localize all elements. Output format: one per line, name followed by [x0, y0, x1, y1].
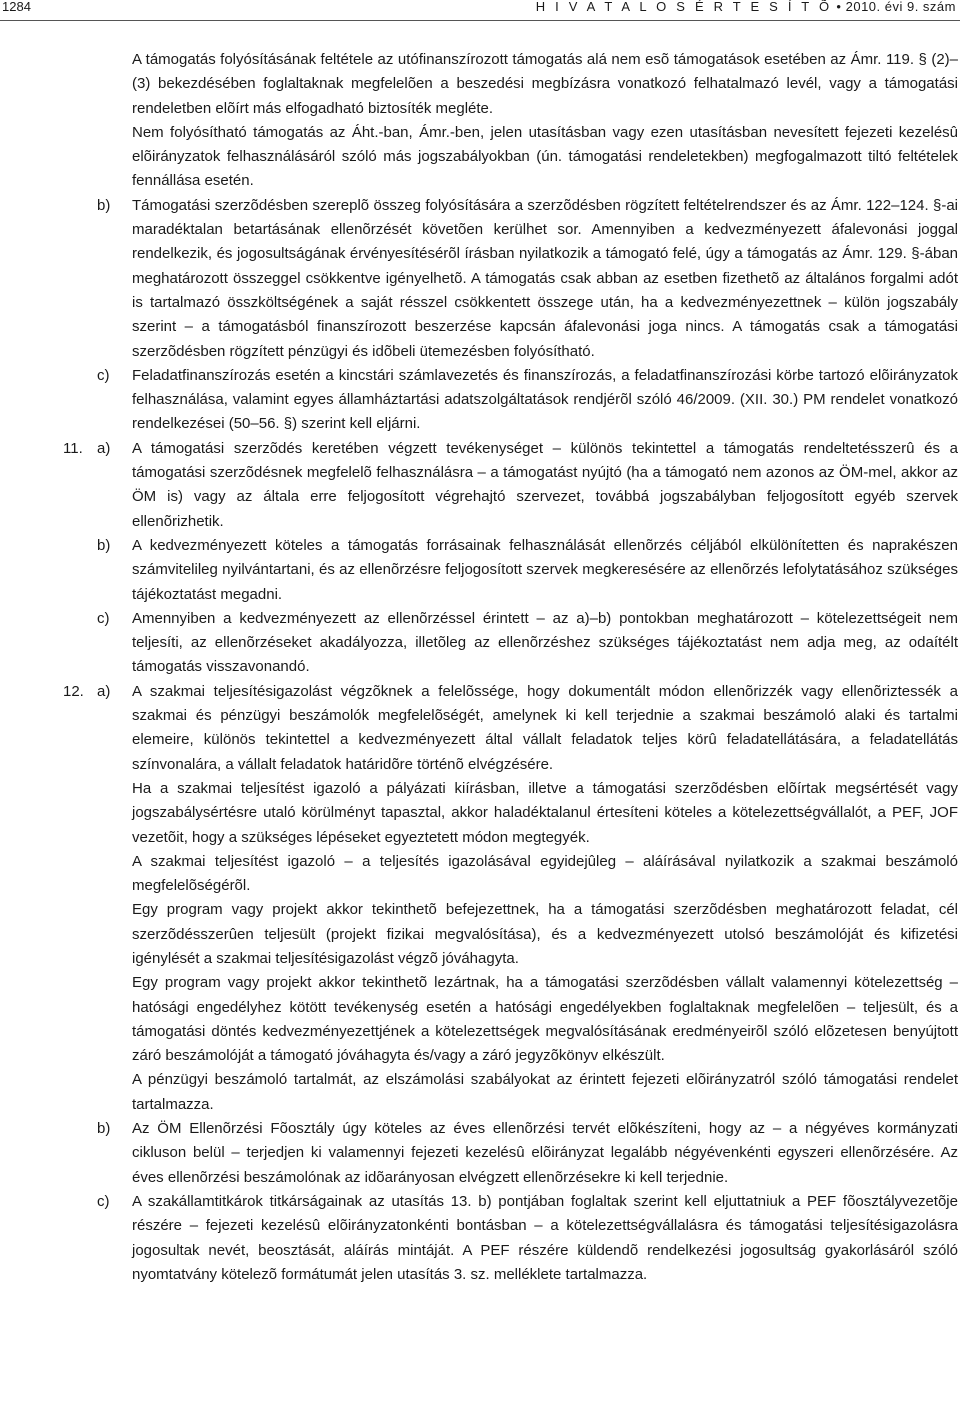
- paragraph: [0, 1117, 958, 1190]
- paragraph: [0, 850, 958, 899]
- paragraph-marker: [0, 607, 132, 680]
- paragraph: [0, 364, 958, 437]
- paragraph-text: Amennyiben a kedvezményezett az ellenõrzéssel érintett – az a)–b) pontokban meghatározott – kötelezettségeit nem teljesíti, az ellenõrzéseket akadályozza, illetõleg az ellenõrzéshez szükséges tájékoztatást nem adja meg, az odaítélt támogatás visszavonandó.: [132, 609, 958, 676]
- paragraph-text: A pénzügyi beszámoló tartalmát, az elszámolási szabályokat az érintett fejezeti elõirányzatról szóló támogatási rendelet tartalmazza.: [132, 1071, 958, 1113]
- paragraph-marker: [0, 1190, 132, 1287]
- paragraph-text: A szakmai teljesítésigazolást végzõknek a felelõssége, hogy dokumentált módon ellenõrizzék vagy ellenõriztessék a szakmai és pénzügyi beszámolók megfelelõségét, amelynek ki kell terjednie a szakmai beszámoló alaki és tartalmi elemeire, különös tekintettel a kedvezményezett által vállalt feladatok teljes körû feladatellátására, a feladatellátás színvonalára, a vállalt feladatok határidõre történõ elvégzésére.: [132, 682, 958, 773]
- paragraph-text: A szakállamtitkárok titkárságainak az utasítás 13. b) pontjában foglaltak szerint kell eljuttatniuk a PEF fõosztályvezetõje részére – fejezeti kezelésû elõirányzatonkénti bontásban – a kötelezettségvállalásra és támogatási teljesítésigazolásra jogosultak nevét, beosztását, aláírás mintáját. A PEF részére küldendõ rendelkezési jogosultság gyakorlásáról szóló nyomtatvány kötelezõ formátumát jelen utasítás 3. sz. melléklete tartalmazza.: [132, 1192, 958, 1283]
- running-header: [0, 0, 960, 22]
- bullet-separator: •: [836, 0, 842, 14]
- paragraph: [0, 1068, 958, 1117]
- point-letter: c): [97, 366, 110, 384]
- running-head: [536, 0, 956, 14]
- paragraph-text: Egy program vagy projekt akkor tekinthetõ lezártnak, ha a támogatási szerzõdésben vállalt valamennyi kötelezettség – hatósági engedélyhez kötött tevékenység esetén a hatósági engedélyekben foglaltaknak megfelelõen – teljesült, és a támogatási döntés kedvezményezettjének a kötelezettségek megvalósításának eredményeirõl szóló elõzetesen benyújtott záró beszámolóját a támogató jóváhagyta és/vagy a záró jegyzõkönyv elkészült.: [132, 974, 958, 1065]
- paragraph-marker: [0, 680, 132, 777]
- paragraph: [0, 777, 958, 850]
- point-letter: c): [97, 1192, 110, 1210]
- paragraph: [0, 607, 958, 680]
- paragraph-marker: [0, 364, 132, 437]
- section-number: 12.: [63, 682, 84, 700]
- paragraph-text: A szakmai teljesítést igazoló – a teljesítés igazolásával egyidejûleg – aláírásával nyilatkozik a szakmai beszámoló megfelelõségérõl.: [132, 852, 958, 895]
- paragraph-marker: [0, 777, 132, 850]
- paragraph-text: Támogatási szerzõdésben szereplõ összeg folyósítására a szerzõdésben rögzített feltételrendszer és az Ámr. 122–124. §-ai maradéktalan betartásának ellenõrzését követõen kerülhet sor. Amennyiben a kedvezményezett áfalevonási joggal rendelkezik, és jogosultságának érvényesítésérõl írásban nyilatkozik a támogató felé, úgy a támogatás az Ámr. 129. §-ában meghatározott összeggel csökkentve igényelhetõ. A támogatás csak abban az esetben fizethetõ az általános forgalmi adót is tartalmazó összköltségének a saját résszel csökkentett összege után, ha a kedvezményezettnek – külön jogszabály szerint – a támogatásból finanszírozott beszerzése kapcsán áfalevonási joga nincs. A támogatás csak a támogatási szerzõdésben rögzített pénzügyi és idõbeli ütemezésben folyósítható.: [132, 196, 958, 360]
- paragraph-marker: [0, 1117, 132, 1190]
- paragraph-marker: [0, 437, 132, 534]
- journal-title: H I V A T A L O S É R T E S Í T Õ: [535, 0, 833, 14]
- point-letter: a): [97, 682, 111, 700]
- page-number: 1284: [2, 0, 31, 14]
- paragraph: [0, 680, 958, 777]
- paragraph: [0, 194, 958, 364]
- paragraph: [0, 1190, 958, 1287]
- paragraph-text: A támogatás folyósításának feltétele az utófinanszírozott támogatás alá nem esõ támogatások esetében az Ámr. 119. § (2)–(3) bekezdésében foglaltaknak megfelelõen a beszedési megbízásra vonatkozó felhatalmazó levél, vagy a támogatási rendeletben elõírt más elfogadható biztosíték megléte.: [132, 51, 958, 117]
- paragraph-marker: [0, 971, 132, 1068]
- paragraph-text: Nem folyósítható támogatás az Áht.-ban, Ámr.-ben, jelen utasításban vagy ezen utasításban nevesített fejezeti kezelésû elõirányzatok felhasználásáról szóló más jogszabályokban (ún. támogatási rendeletekben) megfogalmazott tiltó feltételek fennállása esetén.: [132, 123, 958, 190]
- paragraph-text: Ha a szakmai teljesítést igazoló a pályázati kiírásban, illetve a támogatási szerzõdésben elõírtak megsértését vagy jogszabálysértésre utaló körülményt tapasztal, akkor haladéktalanul értesíteni köteles a kötelezettségvállalót, a PEF, JOF vezetõit, hogy a szükséges lépéseket egyeztetett módon megtegyék.: [132, 779, 958, 846]
- point-letter: b): [97, 1120, 111, 1138]
- paragraph-text: A támogatási szerzõdés keretében végzett tevékenységet – különös tekintettel a támogatás rendeltetésszerû és a támogatási szerzõdésnek megfelelõ felhasználásra – a támogatást nyújtó (ha a támogató nem azonos az ÖM-mel, akkor az ÖM is) vagy az általa erre feljogosított végrehajtó szervezet, továbbá jogszabályban feljogosított egyéb szervek ellenõrizhetik.: [132, 439, 958, 530]
- paragraph-marker: [0, 898, 132, 971]
- point-letter: b): [97, 536, 111, 554]
- paragraph: [0, 437, 958, 534]
- paragraph-text: Feladatfinanszírozás esetén a kincstári számlavezetés és finanszírozás, a feladatfinanszírozási körbe tartozó elõirányzatok felhasználása, valamint egyes államháztartási adatszolgáltatások rendjérõl szóló 46/2009. (XII. 30.) PM rendelet vonatkozó rendelkezései (50–56. §) szerint kell eljárni.: [132, 366, 958, 433]
- header-rule: [0, 20, 960, 21]
- issue-label: 2010. évi 9. szám: [845, 0, 956, 14]
- point-letter: a): [97, 439, 111, 457]
- document-body: [0, 48, 958, 1287]
- paragraph-marker: [0, 1068, 132, 1117]
- section-number: 11.: [63, 439, 83, 457]
- paragraph-marker: [0, 121, 132, 194]
- point-letter: c): [97, 609, 110, 627]
- paragraph: [0, 898, 958, 971]
- paragraph: [0, 121, 958, 194]
- paragraph-marker: [0, 534, 132, 607]
- paragraph: [0, 971, 958, 1068]
- paragraph: [0, 534, 958, 607]
- paragraph-text: Az ÖM Ellenõrzési Fõosztály úgy köteles az éves ellenõrzési tervét elõkészíteni, hogy az – a négyéves kormányzati cikluson belül – terjedjen ki valamennyi fejezeti kezelésû elõirányzat legalább négyévenkénti egyszeri ellenõrzésére. Az éves ellenõrzési beszámolónak az idõarányosan elvégzett ellenõrzésekre ki kell terjednie.: [132, 1120, 958, 1186]
- paragraph-text: A kedvezményezett köteles a támogatás forrásainak felhasználását ellenõrzés céljából elkülönítetten és naprakészen számvitelileg nyilvántartani, és az ellenõrzésre feljogosított szervek megkeresésére az ellenõrzés lefolytatásához szükséges tájékoztatást megadni.: [132, 536, 958, 603]
- paragraph-marker: [0, 850, 132, 899]
- paragraph-text: Egy program vagy projekt akkor tekinthetõ befejezettnek, ha a támogatási szerzõdésben meghatározott feladat, cél szerzõdésszerûen teljesült (projekt fizikai megvalósítása), és a kedvezményezett utolsó beszámolóját és kifizetési igénylését a szakmai teljesítésigazolást végzõ jóváhagyta.: [132, 901, 958, 967]
- paragraph: [0, 48, 958, 121]
- point-letter: b): [97, 196, 111, 214]
- paragraph-marker: [0, 194, 132, 364]
- paragraph-marker: [0, 48, 132, 121]
